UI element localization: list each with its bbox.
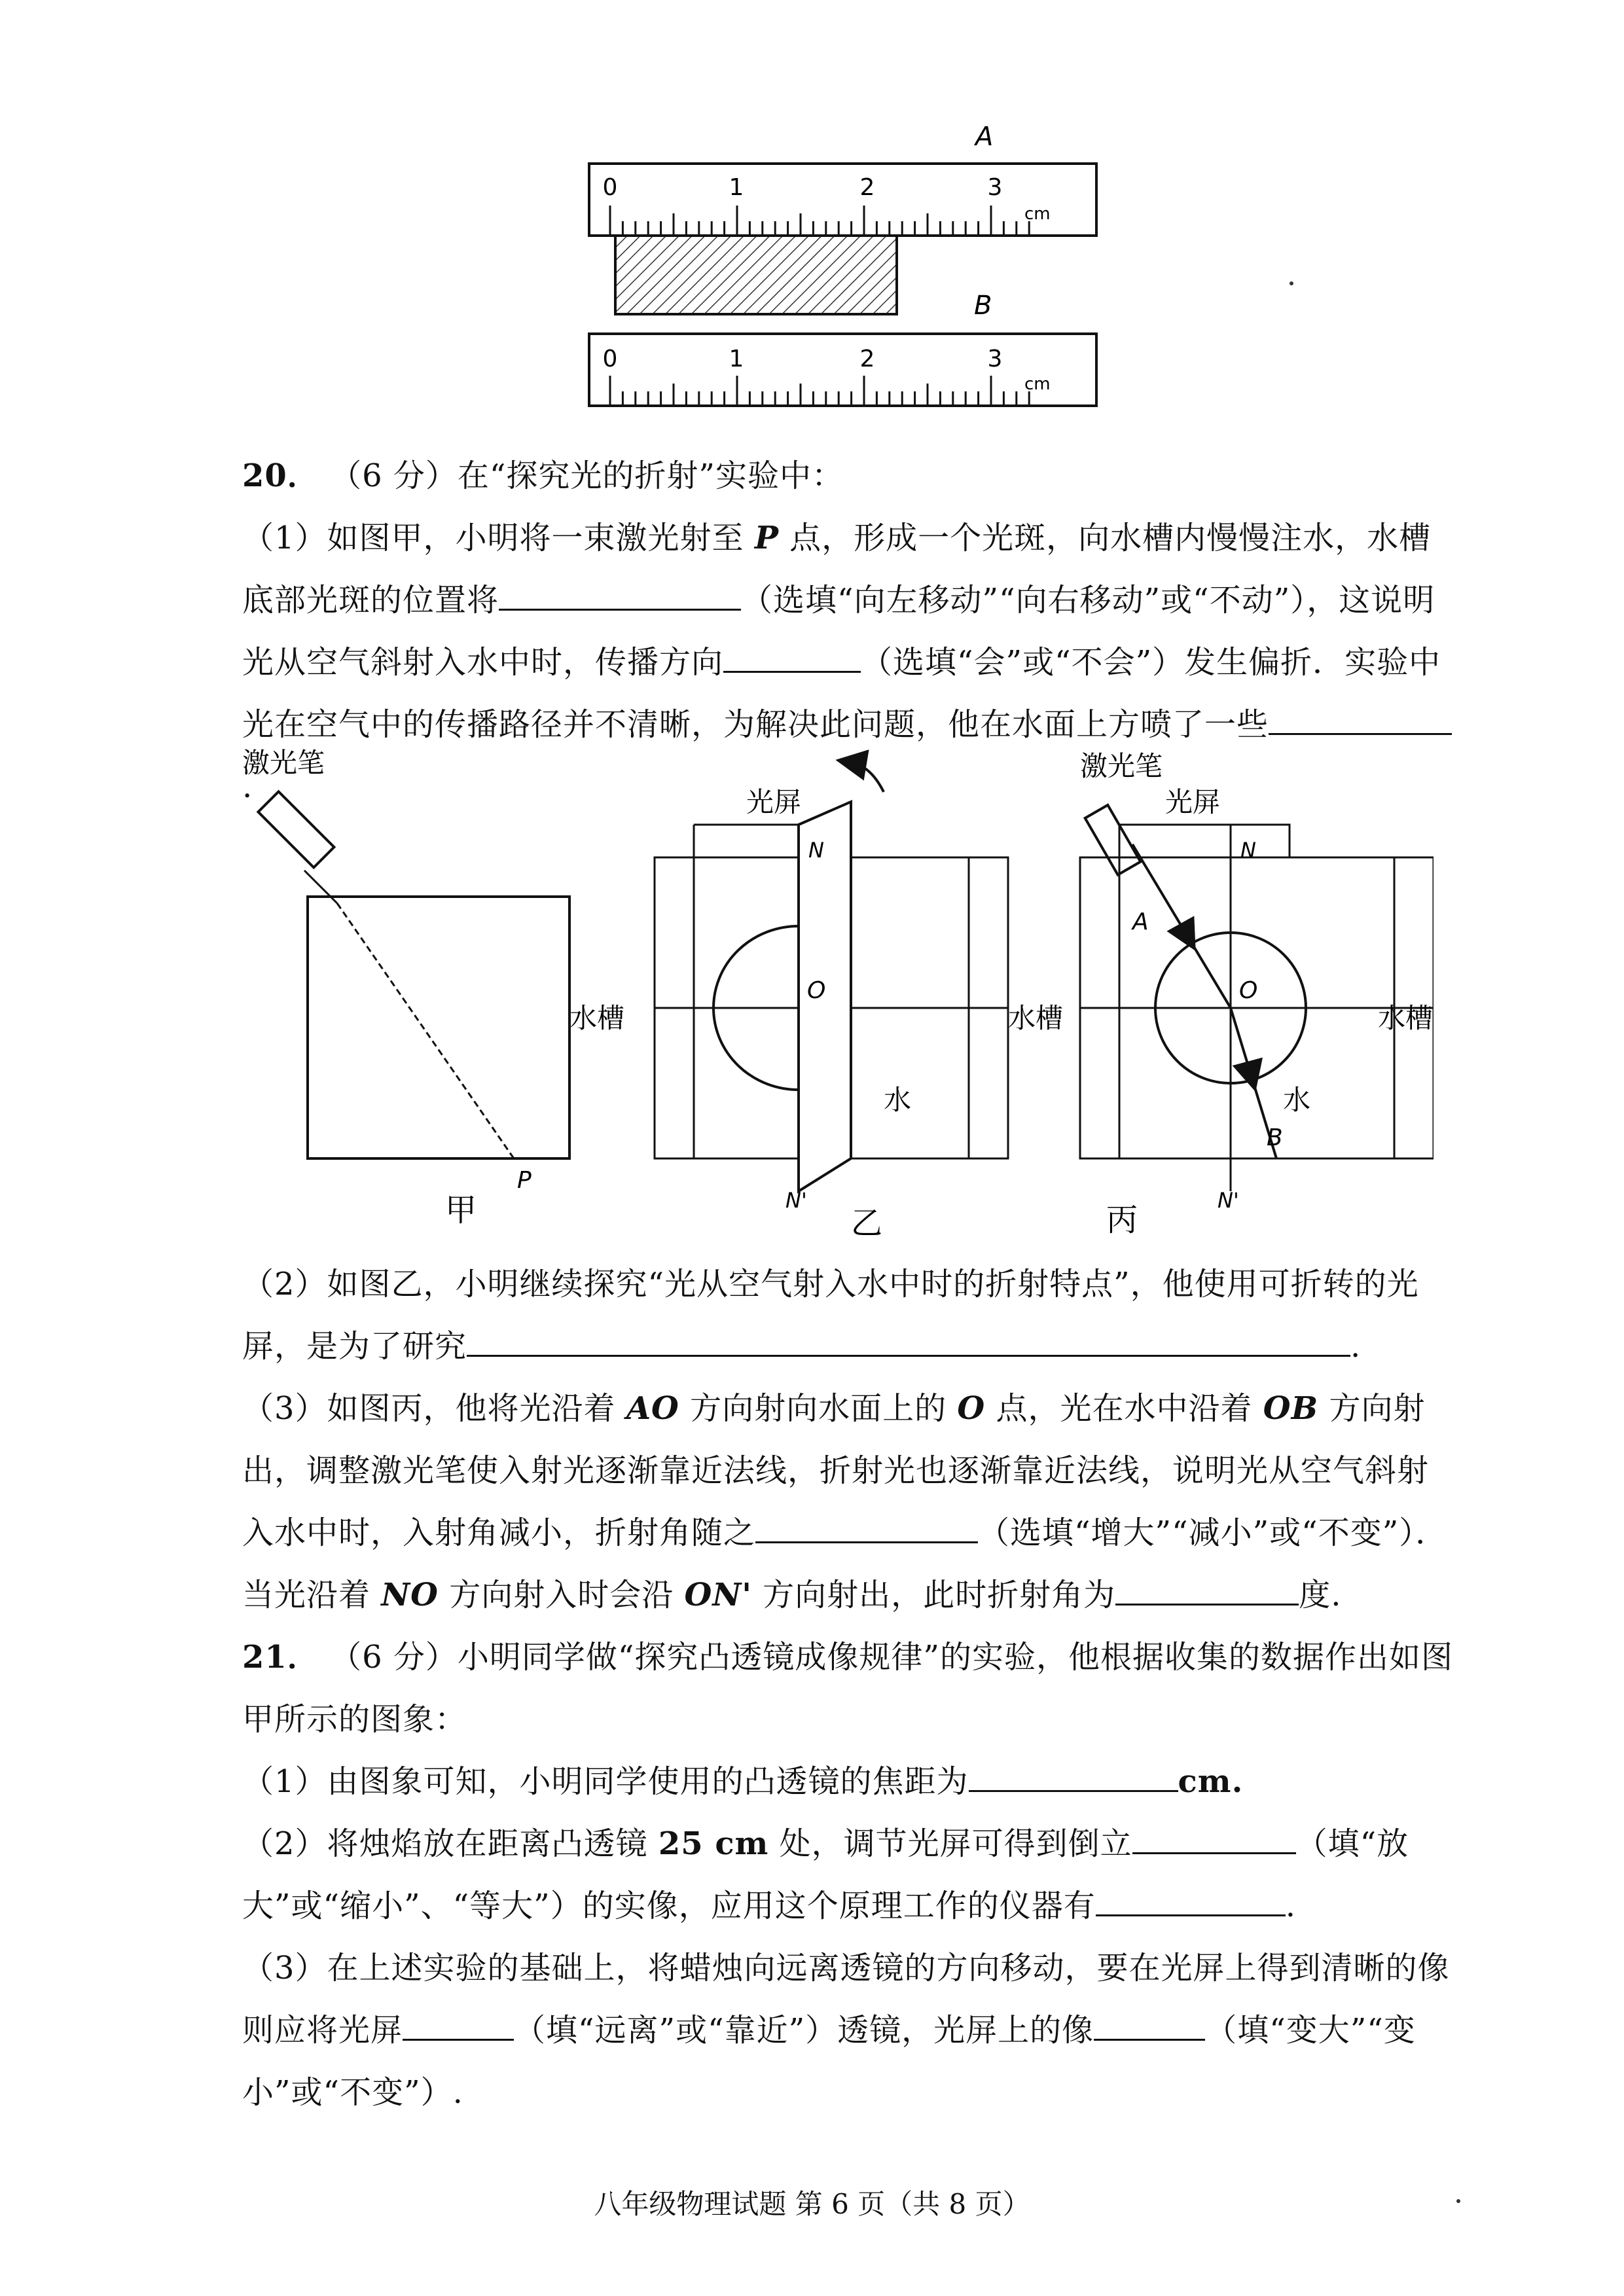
q21-blank-2[interactable]	[1132, 1826, 1296, 1854]
bing-normal-top: N	[1240, 838, 1256, 863]
jia-laser-label: 激光笔	[242, 747, 325, 779]
bing-caption: 丙	[1106, 1202, 1138, 1237]
ruler-a-label: A	[975, 122, 994, 152]
q20-p3-text-h: 度.	[1299, 1577, 1342, 1613]
q20-blank-6[interactable]	[1115, 1577, 1299, 1605]
q20-p3-text-d: 方向射出，调整激光笔使入射光逐渐靠近法线，折射光也逐渐靠近法线，说明光从空气斜射入水中时，入射角减小，折射角随之	[242, 1390, 1430, 1551]
q20-score: （6 分）	[330, 457, 458, 494]
q20-p3-text-c: 点，光在水中沿着	[996, 1390, 1253, 1427]
q20-p3-text-g: 方向射出，此时折射角为	[763, 1577, 1116, 1613]
bing-laser-label: 激光笔	[1080, 750, 1163, 782]
q20-blank-3[interactable]	[1269, 707, 1452, 735]
q20-p1-text-b: 点，形成一个光斑，向水槽内慢慢注水，水槽底部光斑的位置将	[242, 520, 1432, 619]
q20-part2	[170, 1253, 1453, 1378]
ruler-b-tick-2: 2	[859, 346, 875, 372]
scan-speck	[1290, 281, 1293, 285]
jia-point-p: P	[517, 1167, 532, 1194]
yi-tank-label: 水槽	[1008, 1002, 1064, 1034]
ruler-a-unit: cm	[1024, 204, 1051, 224]
yi-normal-top: N	[808, 838, 824, 863]
q20-blank-5[interactable]	[755, 1515, 978, 1543]
ruler-b	[589, 334, 1096, 406]
q20-part3	[170, 1378, 1453, 1626]
ruler-b-label: B	[974, 291, 992, 321]
q20-p3-ao: AO	[626, 1390, 679, 1427]
yi-normal-bottom: N'	[785, 1188, 807, 1213]
ruler-a-tick-0: 0	[602, 174, 618, 201]
q20-p1-point-p: P	[754, 520, 779, 556]
jia-laser-pen	[258, 791, 334, 867]
ruler-b-ticks	[610, 376, 1029, 406]
bing-water-label: 水	[1283, 1084, 1311, 1116]
q20-number: 20．	[242, 457, 319, 494]
q21-title: 小明同学做“探究凸透镜成像规律”的实验，他根据收集的数据作出如图甲所示的图象：	[242, 1639, 1453, 1738]
ruler-a-tick-3: 3	[987, 174, 1003, 201]
q21-blank-4[interactable]	[403, 2013, 514, 2041]
q20-p2-text-b: .	[1350, 1328, 1362, 1365]
q20-blank-4[interactable]	[467, 1329, 1350, 1357]
q21-blank-1[interactable]	[969, 1764, 1178, 1792]
yi-screen-label: 光屏	[746, 786, 802, 818]
q21-p2-text-c: （填“放大”或“缩小”、“等大”）的实像，应用这个原理工作的仪器有	[242, 1825, 1409, 1924]
q20-p3-on: ON'	[684, 1577, 752, 1613]
figure-bing	[1080, 750, 1434, 1237]
q21-part2	[170, 1813, 1453, 1937]
q21-p2-text-d: .	[1285, 1888, 1296, 1924]
ruler-a-tick-2: 2	[859, 174, 875, 201]
q20-continued	[170, 1253, 1453, 2124]
ruler-b-unit: cm	[1024, 374, 1051, 394]
q20-blank-1[interactable]	[499, 583, 741, 611]
ruler-b-tick-1: 1	[729, 346, 744, 372]
q20-p1-text-e: .	[242, 768, 253, 805]
q21-blank-3[interactable]	[1096, 1888, 1286, 1916]
q20-p3-text-e: （选填“增大”“减小”或“不变”）．当光沿着	[242, 1515, 1448, 1613]
q21-p2-text-b: 处，调节光屏可得到倒立	[779, 1825, 1132, 1862]
q20-p1-text-a: （1）如图甲，小明将一束激光射至	[242, 520, 744, 556]
q21-part3	[170, 1937, 1453, 2124]
q21-part1	[170, 1751, 1453, 1813]
bing-label-a: A	[1132, 908, 1149, 935]
q21-p2-text-a: （2）将烛焰放在距离凸透镜	[242, 1825, 648, 1862]
jia-tank-label: 水槽	[569, 1002, 625, 1034]
bing-laser-pen	[1085, 805, 1141, 875]
q20-p2-text-a: （2）如图乙，小明继续探究“光从空气射入水中时的折射特点”，他使用可折转的光屏，是为了研究	[242, 1266, 1419, 1365]
refraction-figures	[223, 740, 1434, 1237]
q20-title: 在“探究光的折射”实验中：	[457, 457, 844, 494]
figure-yi	[655, 762, 1063, 1237]
q20-p1-text-c: （选填“向左移动”“向右移动”或“不动”），这说明光从空气斜射入水中时，传播方向	[242, 582, 1435, 681]
q20-p3-text-f: 方向射入时会沿	[449, 1577, 674, 1613]
q20-p3-o: O	[957, 1390, 986, 1427]
ruler-a	[589, 164, 1096, 236]
ruler-figure	[576, 118, 1113, 432]
q20-p3-text-a: （3）如图丙，他将光沿着	[242, 1390, 616, 1427]
q20-p3-no: NO	[381, 1577, 439, 1613]
jia-tank	[308, 897, 569, 1158]
bing-normal-bottom: N'	[1218, 1188, 1239, 1213]
jia-laser-beam	[337, 903, 514, 1158]
q21-p3-text-c: （填“变大”“变小”或“不变”）.	[242, 2012, 1416, 2111]
ruler-b-tick-0: 0	[602, 346, 618, 372]
q21-score: （6 分）	[330, 1639, 458, 1676]
ruler-a-tick-1: 1	[729, 174, 744, 201]
q20-blank-2[interactable]	[723, 645, 861, 673]
jia-caption: 甲	[445, 1192, 477, 1229]
scan-speck	[1456, 2199, 1460, 2203]
q21-p3-text-a: （3）在上述实验的基础上，将蜡烛向远离透镜的方向移动，要在光屏上得到清晰的像则应将光屏	[242, 1950, 1450, 2049]
yi-water-label: 水	[884, 1084, 912, 1116]
yi-caption: 乙	[851, 1205, 883, 1237]
q21-p2-distance: 25 cm	[658, 1825, 769, 1862]
ruler-a-ticks	[610, 206, 1029, 236]
yi-rotate-arrow	[851, 762, 884, 792]
bing-screen-label: 光屏	[1165, 786, 1221, 818]
q20-p3-ob: OB	[1263, 1390, 1319, 1427]
q21-intro	[170, 1626, 1453, 1751]
figure-jia	[242, 747, 624, 1229]
bing-label-b: B	[1267, 1124, 1283, 1151]
q21-number: 21．	[242, 1639, 319, 1676]
q20-p1-text-d: （选填“会”或“不会”）发生偏折．实验中光在空气中的传播路径并不清晰，为解决此问题，他在水面上方喷了一些	[242, 644, 1441, 743]
measured-object	[615, 236, 897, 314]
q21-blank-5[interactable]	[1094, 2013, 1205, 2041]
bing-center-o: O	[1239, 977, 1258, 1004]
q21-p1-text-a: （1）由图象可知，小明同学使用的凸透镜的焦距为	[242, 1763, 969, 1800]
bing-tank-label: 水槽	[1378, 1002, 1434, 1034]
q21-p3-text-b: （填“远离”或“靠近”）透镜，光屏上的像	[514, 2012, 1094, 2049]
yi-center-o: O	[807, 977, 826, 1004]
q21-p1-unit: cm.	[1178, 1763, 1244, 1800]
page-footer: 八年级物理试题 第 6 页（共 8 页）	[594, 2188, 1030, 2220]
q20-p3-text-b: 方向射向水面上的	[690, 1390, 947, 1427]
ruler-b-tick-3: 3	[987, 346, 1003, 372]
